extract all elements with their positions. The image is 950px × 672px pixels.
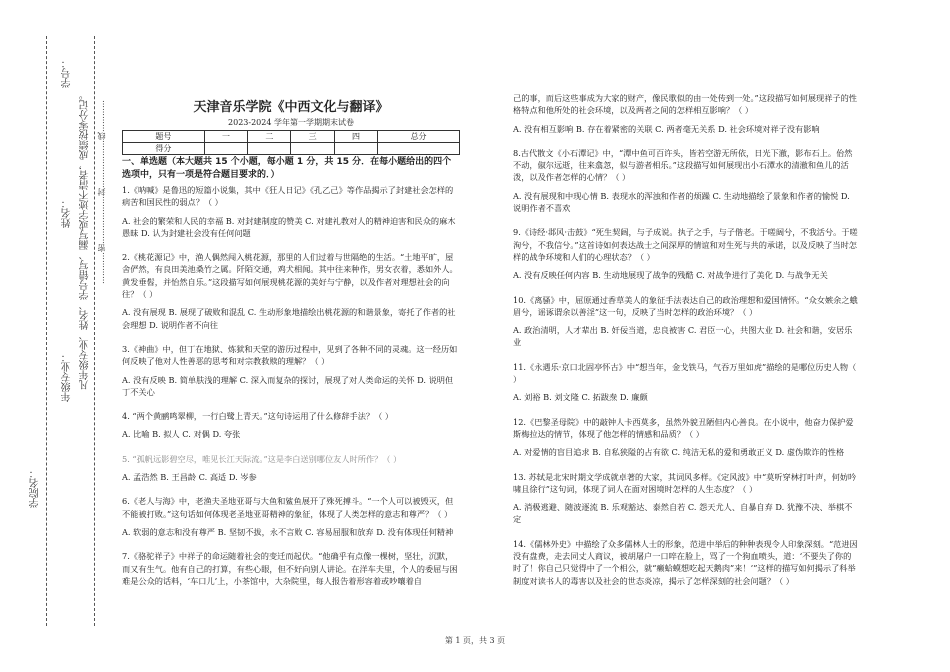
section-heading: 一、单选题（本大题共 15 个小题，每小题 1 分，共 15 分．在每小题给出的四个选项中，只有一项是符合题目要求的．） — [122, 157, 452, 180]
exam-title: 天津音乐学院《中西文化与翻译》 — [193, 100, 389, 115]
question-options: A. 孟浩然 B. 王昌龄 C. 高适 D. 岑参 — [122, 472, 257, 483]
score-header-cell: 一 — [204, 131, 247, 143]
score-cell — [248, 143, 291, 155]
question-options: A. 刘裕 B. 刘文隆 C. 拓跋焘 D. 廉颇 — [513, 392, 648, 403]
question-options: A. 对爱情的盲目追求 B. 自私狭隘的占有欲 C. 纯洁无私的爱和勇敢正义 D. 虚伪欺诈的性格 — [513, 447, 845, 458]
left-column — [122, 184, 460, 593]
question-options: A. 软弱的意志和没有尊严 B. 坚韧不拔，永不言败 C. 容易屈服和放弃 D. 没有体现任何精神 — [122, 526, 454, 537]
question-options: A. 没有展现 B. 展现了破败和混乱 C. 生动形象地描绘出桃花源的和谐景象，寄托了作者的社会理想 D. 说明作者不向往 — [122, 307, 456, 330]
score-cell — [334, 143, 377, 155]
question-text: 13. 苏轼是北宋时期文学成就卓著的大家，其词风多样。《定风波》中“莫听穿林打叶声，何妨吟啸且徐行”这句词，体现了词人在面对困境时怎样的人生态度？（ ） — [513, 471, 857, 494]
binding-notice: 凡年级专业、姓名、学号错写、漏写或字迹不清者，成绩按零分记。 — [80, 90, 91, 390]
binding-margin — [0, 0, 110, 672]
seal-dashed-line — [94, 36, 95, 626]
score-table-header-row — [123, 131, 460, 143]
question-text: 3.《神曲》中，但丁在地狱、炼狱和天堂的游历过程中，见到了各种不同的灵魂。这一经历如何反映了他对人性善恶的思考和对宗教救赎的理解？（ ） — [122, 343, 458, 367]
question-options: A. 比喻 B. 拟人 C. 对偶 D. 夸张 — [122, 429, 241, 440]
score-header-cell: 总分 — [378, 131, 460, 143]
student-id-label: 学号： — [62, 58, 73, 88]
question-options: A. 没有展现和中现心情 B. 表现水的浑浊和作者的烦躁 C. 生动地描绘了景象和作者的愉悦 D. 说明作者不喜欢 — [513, 190, 850, 214]
question-options: A. 社会的繁荣和人民的幸福 B. 对封建制度的赞美 C. 对建礼教对人的精神迫害和民众的麻木愚昧 D. 认为封建社会没有任何问题 — [122, 215, 456, 238]
question-options: A. 消极逃避、随波逐流 B. 乐观豁达、泰然自若 C. 怨天尤人、自暴自弃 D. 犹豫不决、举棋不定 — [513, 502, 853, 525]
question-text: 11.《永遇乐·京口北固亭怀古》中“想当年，金戈铁马，气吞万里如虎”描绘的是哪位历史人物（ ） — [513, 361, 857, 385]
exam-subtitle: 2023-2024 学年第一学期期末试卷 — [228, 118, 354, 127]
question-text: 己的事，而后这些事成为大家的财产，像民歌似的由一处传到一处。”这段描写如何展现祥子的性格特点和他所处的社会环境，以及两者之间的怎样相互影响？（ ） — [513, 93, 857, 116]
question-text: 6.《老人与海》中，老渔夫圣地亚哥与大鱼和鲨鱼展开了殊死搏斗。“一个人可以被毁灭，但不能被打败。”这句话如何体现老圣地亚哥精神的象征，体现了人类怎样的意志和尊严？（ ） — [122, 496, 454, 519]
score-table — [122, 130, 460, 155]
question-text: 2.《桃花源记》中，渔人偶然闯入桃花源，那里的人们过着与世隔绝的生活。“土地平旷，屋舍俨然，有良田美池桑竹之属。阡陌交通，鸡犬相闻。其中往来种作，男女衣着，悉如外人。黄发垂髫，并怡然自乐。”这段描写如何展现桃花源的美好与宁静，以及作者对理想社会的向往？（ ） — [122, 252, 458, 300]
page-footer: 第 1 页，共 3 页 — [444, 636, 506, 645]
student-name-label: 姓名： — [62, 198, 73, 228]
question-text: 14.《儒林外史》中描绘了众多儒林人士的形象，范进中举后的种种表现令人印象深刻。“范进因没有盘费，走去同丈人商议，被胡屠户一口啐在脸上，骂了一个狗血喷头，道：‘不要失了你的时了！你自己只觉得中了一个相公，就“癞蛤蟆想吃起天鹅肉”来！’”这样的描写如何揭示了科举制度对读书人的毒害以及社会的世态炎凉，揭示了怎样深刻的社会问题？（ ） — [513, 538, 858, 586]
question-text: 8.古代散文《小石潭记》中，“潭中鱼可百许头，皆若空游无所依，日光下澈，影布石上。佁然不动，俶尔远逝，往来翕忽，似与游者相乐。”这段描写如何展现出小石潭水的清澈和鱼儿的活泼，以及作者怎样的心情？（ ） — [513, 147, 853, 183]
score-table-score-row — [123, 143, 460, 155]
question-text: 7.《骆驼祥子》中祥子的命运随着社会的变迁而起伏。“他确乎有点像一棵树，坚壮，沉默，而又有生气。他有自己的打算，有些心眼，但不好向别人讲论。在洋车夫里，个人的委屈与困难是公众的话料，‘车口儿’上，小茶馆中，大杂院里，每人报告着形容着或吵嚷着自 — [122, 551, 458, 586]
college-label: 学院名： — [30, 468, 41, 508]
seal-line-text: …………密………………封………………线………… — [97, 100, 106, 284]
score-cell — [291, 143, 334, 155]
score-cell — [378, 143, 460, 155]
question-text: 5. “孤帆远影碧空尽，唯见长江天际流。”这是李白送别哪位友人时所作？（ ） — [122, 453, 402, 464]
question-options: A. 没有反映任何内容 B. 生动地展现了战争的残酷 C. 对战争进行了美化 D. 与战争无关 — [513, 270, 828, 281]
right-column — [513, 92, 858, 593]
score-header-cell: 三 — [291, 131, 334, 143]
question-text: 1.《呐喊》是鲁迅的短篇小说集，其中《狂人日记》《孔乙己》等作品揭示了封建社会怎样的病苦和国民性的弱点？（ ） — [122, 185, 454, 208]
score-header-cell: 四 — [334, 131, 377, 143]
score-header-cell: 题号 — [123, 131, 205, 143]
question-text: 12.《巴黎圣母院》中的敲钟人卡西莫多，虽然外貌丑陋但内心善良。在小说中，他奋力保护爱斯梅拉达的情节，体现了他怎样的情感和品质？（ ） — [513, 416, 854, 439]
question-text: 10.《离骚》中，屈原通过香草美人的象征手法表达自己的政治理想和爱国情怀。“众女嫉余之蛾眉兮，谣诼谓余以善淫”这一句，反映了当时怎样的政治环境？（ ） — [513, 294, 858, 317]
major-label: 年级专业： — [62, 352, 73, 402]
question-text: 9.《诗经·邶风·击鼓》“死生契阔，与子成说。执子之手，与子偕老。于嗟阔兮，不我活兮。于嗟洵兮，不我信兮。”这首诗如何表达战士之间深厚的情谊和对生死与共的承诺，以及反映了当时怎样的战争环境和人们的心理状态？（ ） — [513, 227, 858, 262]
question-options: A. 没有相互影响 B. 存在着紧密的关联 C. 两者毫无关系 D. 社会环境对祥子没有影响 — [513, 123, 820, 134]
score-cell — [204, 143, 247, 155]
score-row-label: 得分 — [123, 143, 205, 155]
question-options: A. 政治清明，人才辈出 B. 奸佞当道，忠良被害 C. 君臣一心，共图大业 D. 社会和谐，安居乐业 — [513, 325, 853, 348]
question-text: 4. “两个黄鹂鸣翠柳，一行白鹭上青天。”这句诗运用了什么修辞手法？（ ） — [122, 411, 394, 422]
fold-dashed-line — [46, 36, 47, 626]
question-options: A. 没有反映 B. 简单肤浅的理解 C. 深入而复杂的探讨，展现了对人类命运的关怀 D. 说明但丁不关心 — [122, 374, 454, 397]
score-header-cell: 二 — [248, 131, 291, 143]
